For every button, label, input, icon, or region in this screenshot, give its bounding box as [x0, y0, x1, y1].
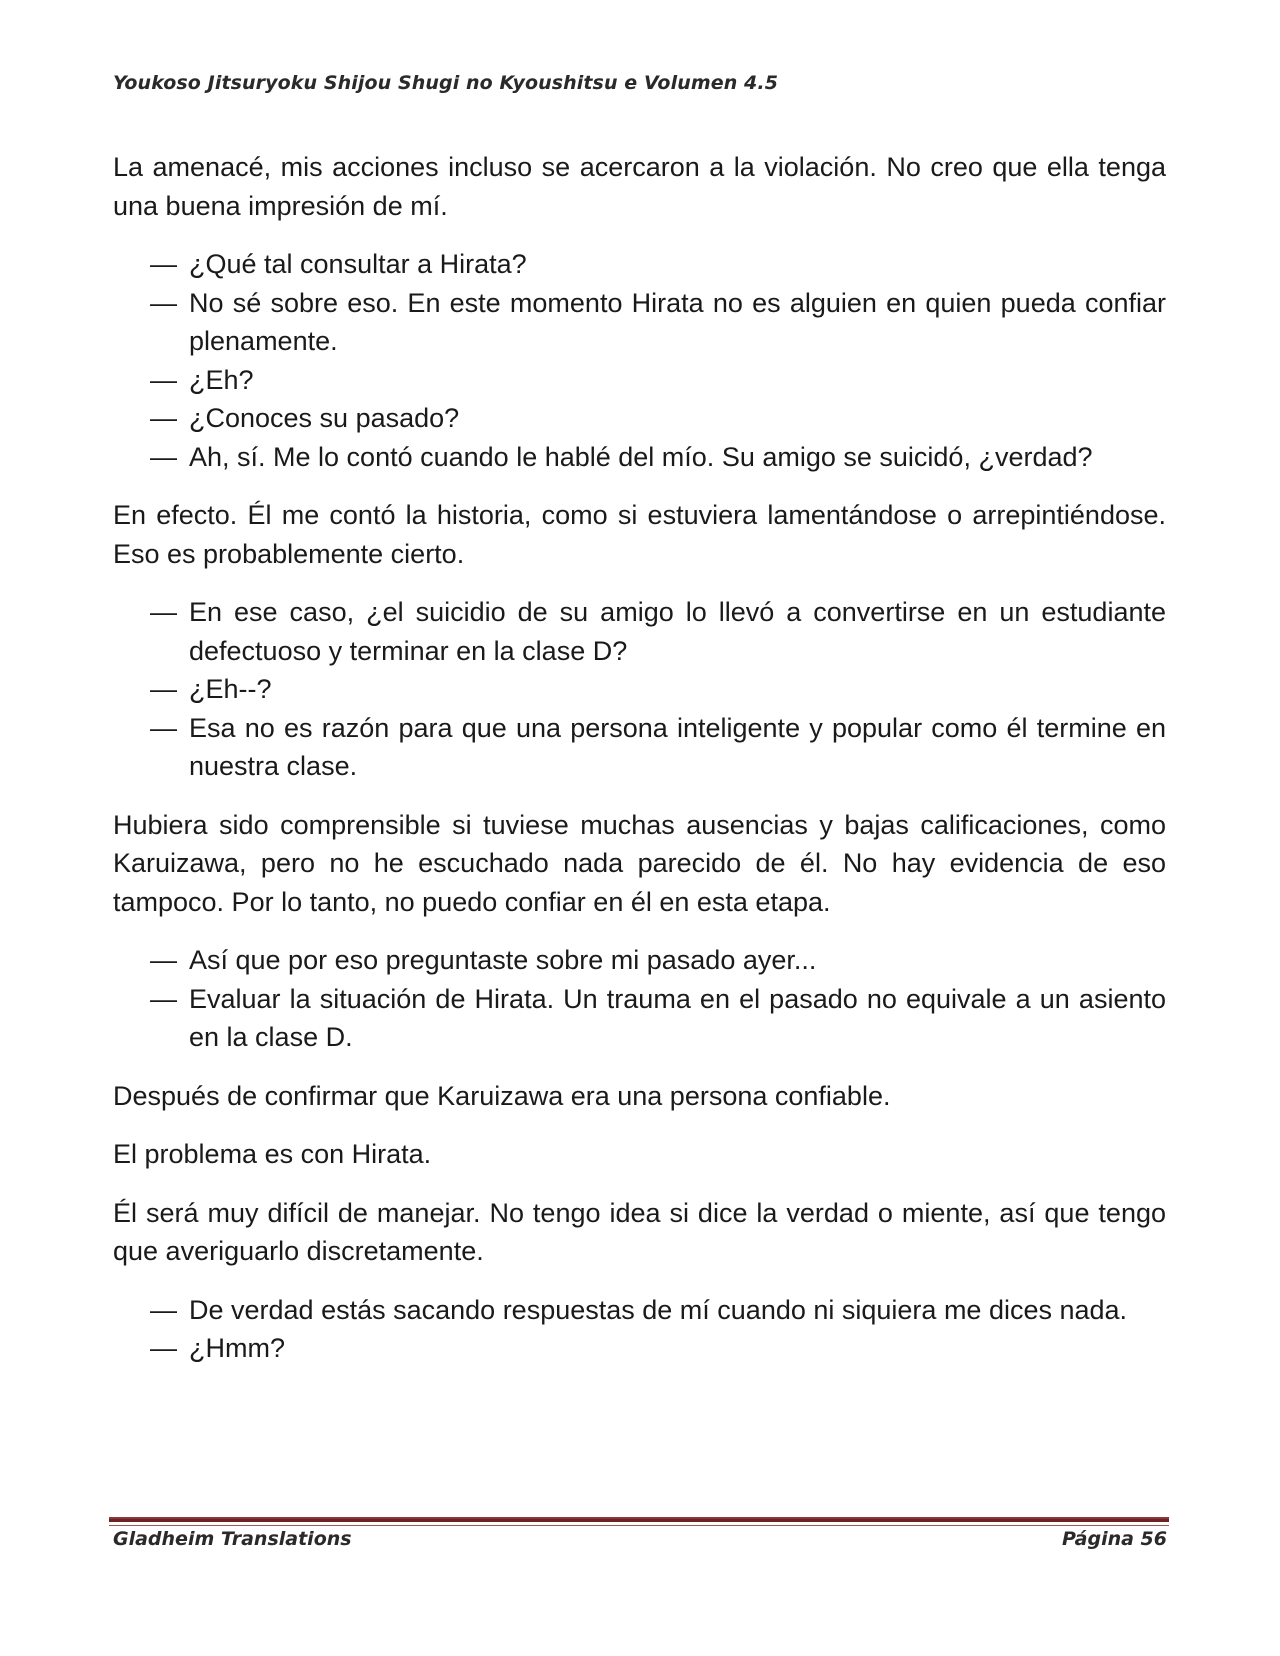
dash-glyph: — — [150, 287, 177, 318]
dialogue-line: — Ah, sí. Me lo contó cuando le hablé del mío. Su amigo se suicidó, ¿verdad? — [113, 438, 1166, 477]
paragraph: Hubiera sido comprensible si tuviese muchas ausencias y bajas calificaciones, como Karuizawa, pero no he escuchado nada parecido de él. No hay evidencia de eso tampoco. Por lo tanto, no puedo confiar en él en esta etapa. — [113, 809, 1166, 917]
dash-glyph: — — [150, 364, 177, 395]
dash-glyph: — — [150, 945, 177, 975]
dash-glyph: — — [150, 597, 177, 627]
dash-glyph: — — [150, 249, 177, 279]
page-content — [113, 148, 1166, 1388]
paragraph: La amenacé, mis acciones incluso se acercaron a la violación. No creo que ella tenga una buena impresión de mí. — [113, 152, 1166, 221]
dialogue-line: — En ese caso, ¿el suicidio de su amigo lo llevó a convertirse en un estudiante defectuoso y terminar en la clase D? — [113, 593, 1166, 670]
dialogue-line: — Así que por eso preguntaste sobre mi pasado ayer... — [113, 941, 1166, 980]
dialogue-block — [113, 1291, 1166, 1368]
dialogue-block — [113, 941, 1166, 1057]
dialogue-line: — ¿Hmm? — [113, 1329, 1166, 1368]
dash-glyph: — — [150, 1333, 177, 1363]
footer-page-number: Página 56 — [1061, 1528, 1167, 1550]
dash-glyph: — — [150, 983, 177, 1014]
dialogue-block — [113, 593, 1166, 786]
paragraph: En efecto. Él me contó la historia, como si estuviera lamentándose o arrepintiéndose. Eso es probablemente cierto. — [113, 500, 1166, 569]
footer-divider — [109, 1517, 1169, 1522]
dialogue-line: — ¿Conoces su pasado? — [113, 399, 1166, 438]
paragraph: Él será muy difícil de manejar. No tengo idea si dice la verdad o miente, así que tengo que averiguarlo discretamente. — [113, 1197, 1166, 1266]
dialogue-line: — Evaluar la situación de Hirata. Un trauma en el pasado no equivale a un asiento en la clase D. — [113, 980, 1166, 1057]
dialogue-line: — ¿Qué tal consultar a Hirata? — [113, 245, 1166, 284]
dialogue-line: — ¿Eh--? — [113, 670, 1166, 709]
dash-glyph: — — [150, 441, 177, 472]
dash-glyph: — — [150, 674, 177, 704]
footer-publisher: Gladheim Translations — [113, 1528, 352, 1550]
dash-glyph: — — [150, 712, 177, 743]
dialogue-block — [113, 245, 1166, 476]
dialogue-line: — ¿Eh? — [113, 361, 1166, 400]
dialogue-line: — De verdad estás sacando respuestas de mí cuando ni siquiera me dices nada. — [113, 1291, 1166, 1330]
paragraph: El problema es con Hirata. — [113, 1139, 432, 1169]
footer-divider-thin — [109, 1525, 1169, 1526]
dialogue-line: — No sé sobre eso. En este momento Hirata no es alguien en quien pueda confiar plenamente. — [113, 284, 1166, 361]
dash-glyph: — — [150, 1294, 177, 1325]
page-header-title: Youkoso Jitsuryoku Shijou Shugi no Kyoushitsu e Volumen 4.5 — [113, 72, 779, 94]
paragraph: Después de confirmar que Karuizawa era una persona confiable. — [113, 1080, 891, 1111]
dialogue-line: — Esa no es razón para que una persona inteligente y popular como él termine en nuestra clase. — [113, 709, 1166, 786]
dash-glyph: — — [150, 403, 177, 433]
